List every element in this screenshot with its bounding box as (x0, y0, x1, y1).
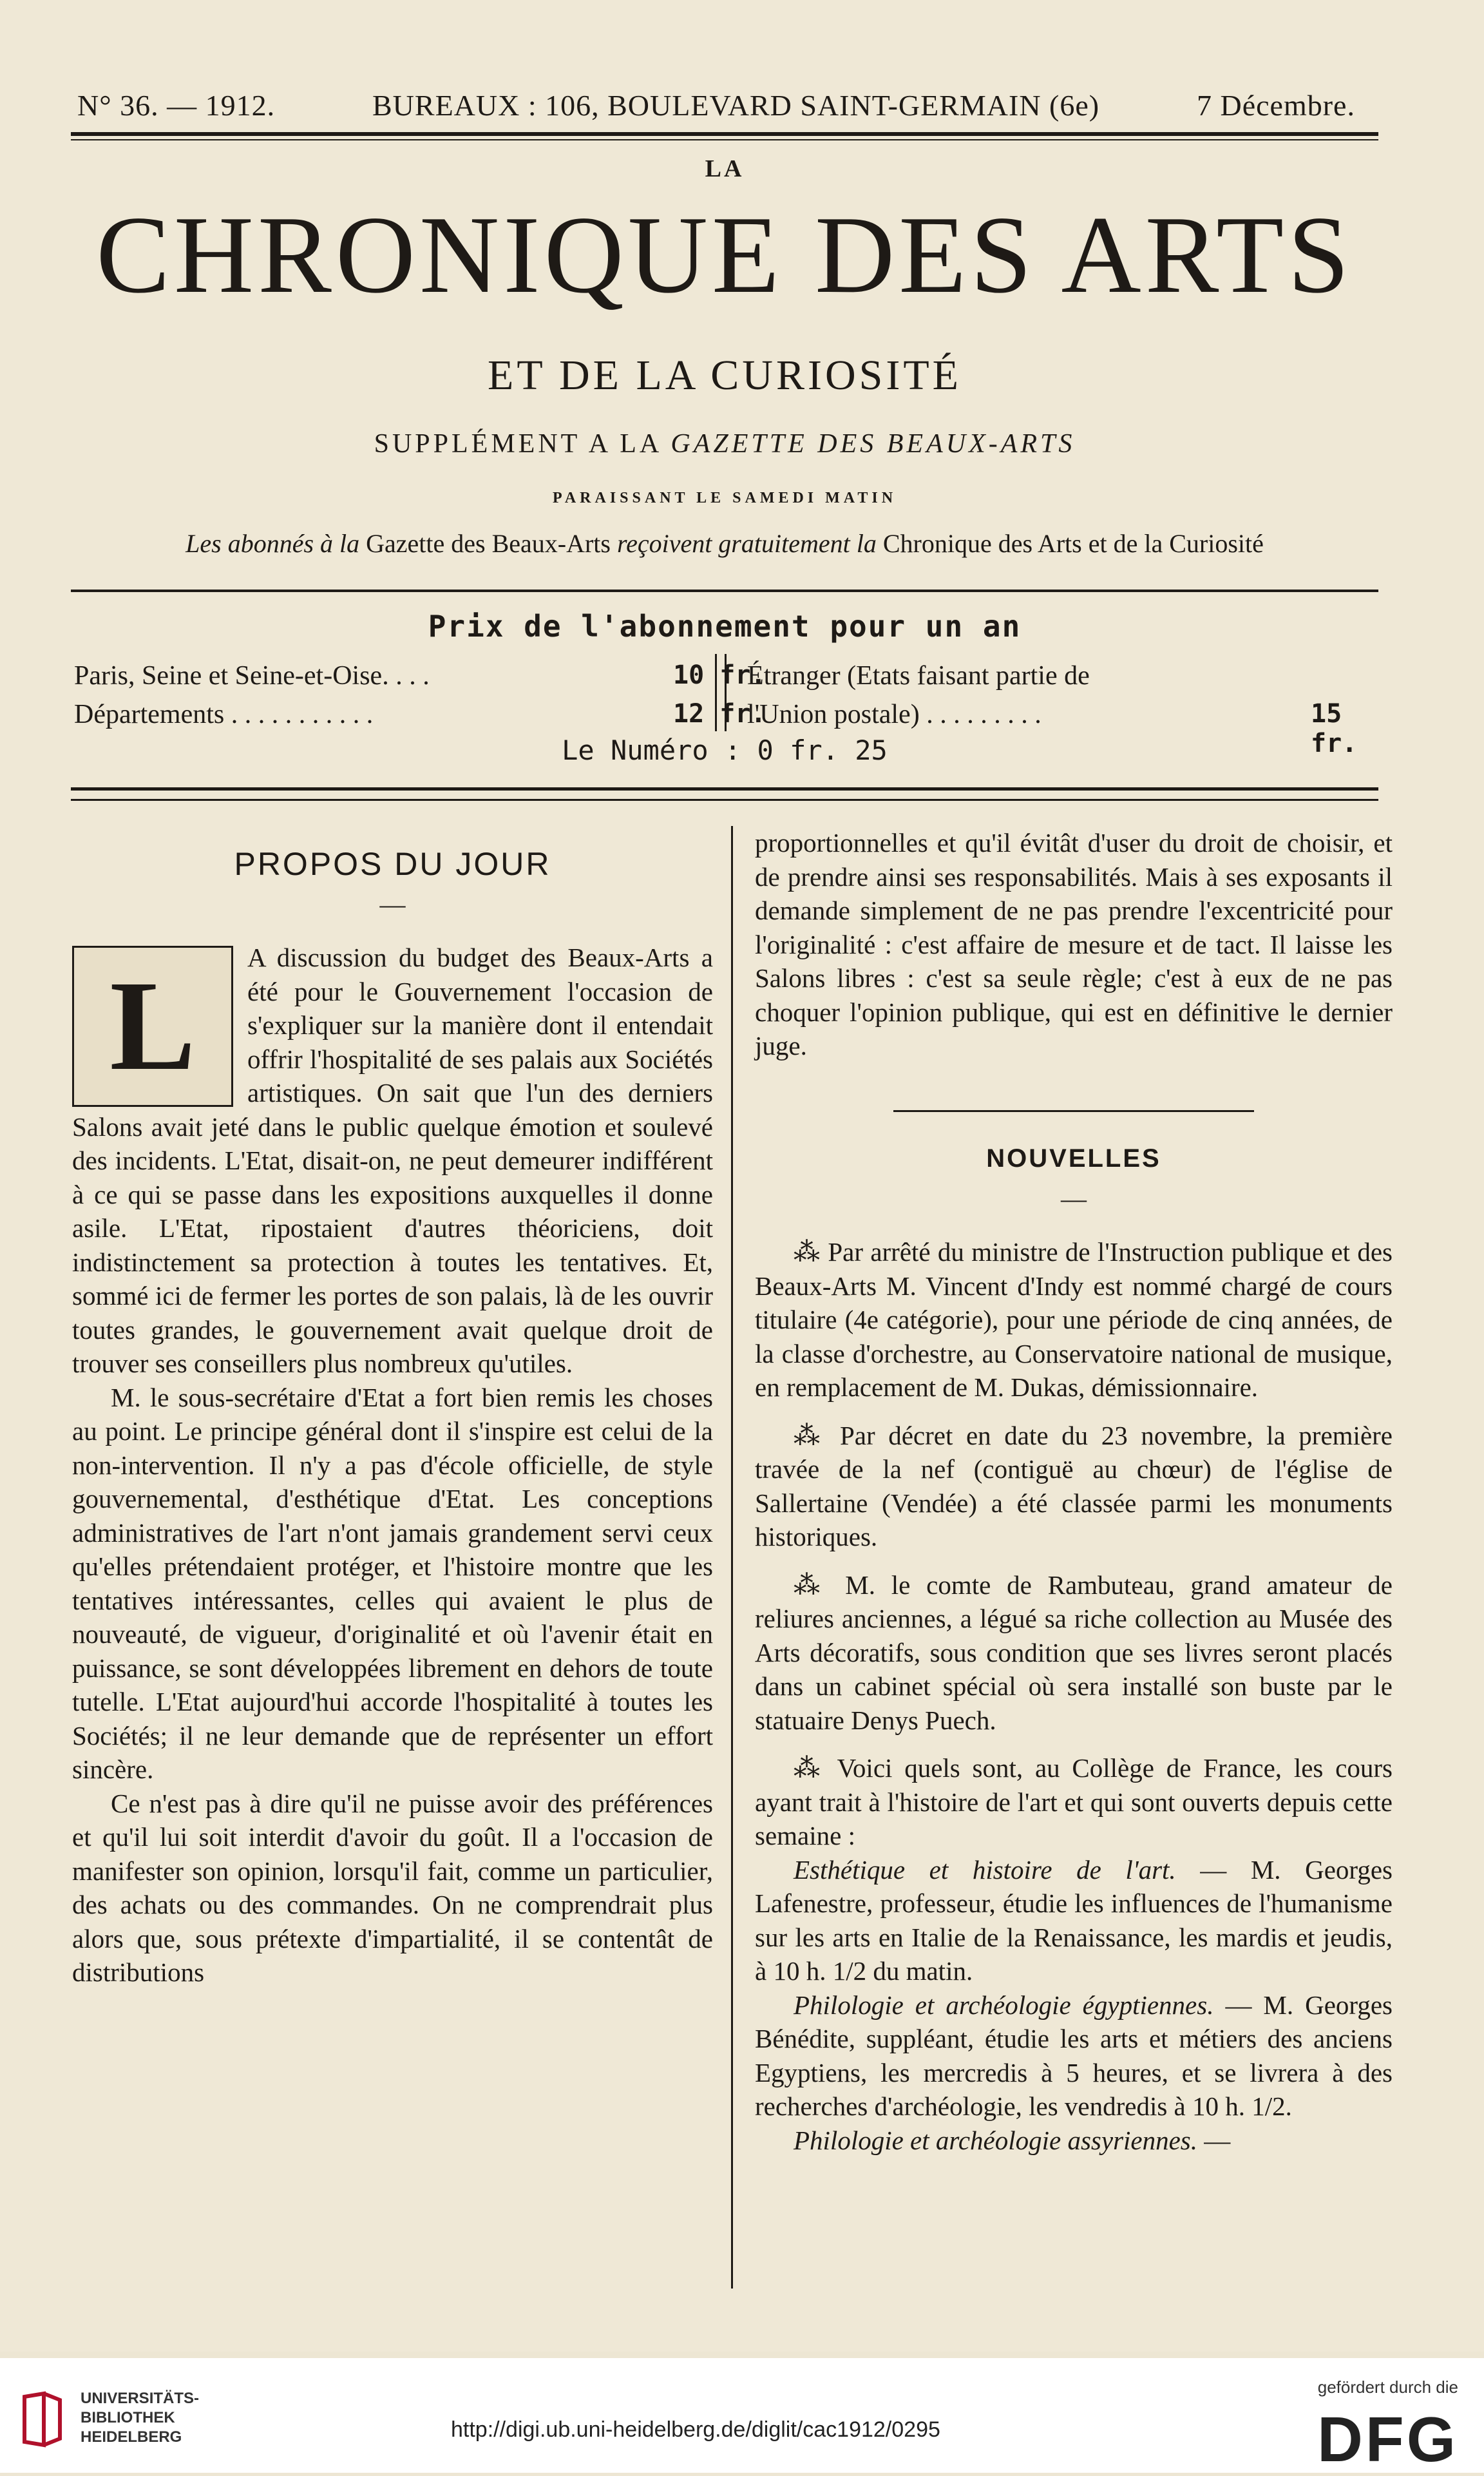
etranger-label-1: Étranger (Etats faisant partie de (747, 661, 1090, 691)
abonnes-part-2: Gazette des Beaux-Arts (366, 529, 611, 558)
masthead-la: LA (705, 155, 745, 182)
nouvelles-dash: — (1061, 1184, 1087, 1213)
supplement-line (71, 428, 1378, 459)
course-assyrie-text: — (1197, 2125, 1231, 2155)
numero-price: Le Numéro : 0 fr. 25 (562, 734, 888, 766)
masthead-title: CHRONIQUE DES ARTS (96, 194, 1353, 316)
course-esthetique-text: — M. Georges Lafenestre, professeur, étudie les influences de l'humanisme sur les arts en Italie de la Renaissance, les mardis et jeudis, à 10 h. 1/2 du matin. (755, 1854, 1393, 1986)
section-title-propos: PROPOS DU JOUR (234, 846, 551, 882)
university-library-logo-icon (18, 2390, 63, 2448)
library-name (81, 2389, 199, 2447)
right-column (755, 826, 1393, 2157)
etranger-label-2: l'Union postale) . . . . . . . . . (747, 700, 1042, 729)
course-assyrie (755, 2124, 1393, 2158)
news-item-1: ⁂ Par arrêté du ministre de l'Instruction publique et des Beaux-Arts M. Vincent d'Indy est nommé chargé de cours titulaire (4e catégorie), pour une période de cinq années, de la classe d'orchestre, au Conservatoire national de musique, en remplacement de M. Dukas, démissionnaire. (755, 1237, 1393, 1402)
library-name-line-2: BIBLIOTHEK (81, 2409, 175, 2426)
header-rule-thick (71, 132, 1378, 136)
dfg-logo: DFG (1317, 2404, 1458, 2475)
issue-number: N° 36. — 1912. (77, 89, 276, 122)
paris-price: 10 fr. (673, 660, 766, 690)
abonnes-part-4: Chronique des Arts et de la Curiosité (882, 529, 1264, 558)
course-esthetique (755, 1853, 1393, 1988)
parution-line: PARAISSANT LE SAMEDI MATIN (552, 490, 897, 506)
abonnes-line (71, 528, 1378, 559)
body-rule-thin (71, 799, 1378, 801)
news-item-4: ⁂ Voici quels sont, au Collège de France, les cours ayant trait à l'histoire de l'art et qui sont ouverts depuis cette semaine : (755, 1753, 1393, 1850)
propos-paragraph-3: Ce n'est pas à dire qu'il ne puisse avoir des préférences et qu'il lui soit interdit d'avoir du goût. Il a l'occasion de manifester son opinion, lorsqu'il fait, comme un particulier, des achats ou des commandes. On ne comprendrait plus alors que, sous prétexte d'impartialité, il se contentât de distributions (72, 1788, 713, 1987)
footer-bar (0, 2358, 1484, 2473)
supplement-prefix: SUPPLÉMENT A LA (374, 429, 661, 459)
propos-paragraph-2: M. le sous-secrétaire d'Etat a fort bien remis les choses au point. Le principe général dont il s'inspire est celui de la non-intervention. Il n'y a pas d'école officielle, de style gouvernemental, d'esthétique d'Etat. Les conceptions administratives de l'art n'ont jamais grandement servi ceux qu'elles prétendaient protéger, et l'histoire montre que les tentatives intéressantes, celles qui avaient le plus de nouveauté, de vigueur, d'originalité et où l'avenir était en puissance, se sont développées librement en dehors de toute tutelle. L'Etat aujourd'hui accorde l'hospitalité à toutes les Sociétés; il ne leur demande que de représenter un effort sincère. (72, 1382, 713, 1784)
paris-label: Paris, Seine et Seine-et-Oise. . . . (74, 661, 430, 691)
course-assyrie-title: Philologie et archéologie assyriennes. (794, 2125, 1198, 2155)
course-egypte-text: — M. Georges Bénédite, suppléant, étudie les arts et métiers des anciens Egyptiens, les mercredis à 5 heures, et se livrera à des recherches d'archéologie, les vendredis à 10 h. 1/2. (755, 1990, 1393, 2121)
section-dash: — (379, 889, 406, 919)
body-rule-thick (71, 787, 1378, 791)
masthead-subtitle: ET DE LA CURIOSITÉ (488, 352, 962, 399)
course-egypte-title: Philologie et archéologie égyptiennes. (794, 1990, 1214, 2020)
news-item-2: ⁂ Par décret en date du 23 novembre, la première travée de la nef (contiguë au chœur) de l'église de Sallertaine (Vendée) a été classée parmi les monuments historiques. (755, 1420, 1393, 1551)
dept-label: Départements . . . . . . . . . . . (74, 700, 374, 729)
abonnes-part-3: reçoivent gratuitement la (616, 529, 877, 558)
column-divider (731, 826, 733, 2289)
source-url-link[interactable]: http://digi.ub.uni-heidelberg.de/diglit/cac1912/0295 (451, 2417, 940, 2442)
header-line (77, 84, 1355, 122)
ornament-divider (755, 1088, 1393, 1122)
header-rule-thin (71, 139, 1378, 140)
subscription-title: Prix de l'abonnement pour un an (428, 609, 1022, 644)
etranger-price: 15 fr. (1311, 699, 1358, 758)
propos-paragraph-1: A discussion du budget des Beaux-Arts a été pour le Gouvernement l'occasion de s'expliquer sur la manière dont il entendait offrir l'hospitalité de ses palais aux Sociétés artistiques. On sait que l'un des derniers Salons avait jeté dans le public quelque émotion et soulevé des incidents. L'Etat, disait-on, ne peut demeurer indifférent à ce qui se passe dans les expositions auxquelles il donne asile. L'Etat, ripostaient d'autres théoriciens, doit indistinctement sa protection à toutes les tentatives. Et, sommé ici de fermer les portes de son palais, là de les ouvrir toutes grandes, le gouvernement avait quelque droit de trouver ses conseillers plus nombreux qu'utiles. (72, 943, 713, 1378)
funded-by-text: gefördert durch die (1317, 2377, 1458, 2397)
abonnes-part-1: Les abonnés à la (186, 529, 360, 558)
subscription-row-1 (74, 660, 1382, 699)
course-esthetique-title: Esthétique et histoire de l'art. (794, 1854, 1176, 1885)
masthead-rule (71, 590, 1378, 592)
drop-cap-ornament: L (72, 946, 233, 1107)
left-column (72, 838, 713, 1990)
bureaux-address: BUREAUX : 106, BOULEVARD SAINT-GERMAIN (6e) (372, 89, 1100, 122)
course-egypte (755, 1988, 1393, 2124)
supplement-journal: GAZETTE DES BEAUX-ARTS (671, 429, 1076, 459)
ornament-line (893, 1110, 1254, 1112)
section-title-nouvelles: NOUVELLES (986, 1144, 1161, 1173)
library-name-line-3: HEIDELBERG (81, 2428, 182, 2446)
subscription-separator (715, 654, 727, 731)
library-name-line-1: UNIVERSITÄTS- (81, 2390, 200, 2407)
news-item-3: ⁂ M. le comte de Rambuteau, grand amateur de reliures anciennes, a légué sa riche collection au Musée des Arts décoratifs, sous condition que ses livres seront placés dans un cabinet spécial où sera installé son buste par le statuaire Denys Puech. (755, 1569, 1393, 1735)
propos-continuation: proportionnelles et qu'il évitât d'user du droit de choisir, et de prendre ainsi ses responsabilités. Mais à ses exposants il demande simplement de ne pas prendre l'excentricité pour l'originalité : c'est affaire de mesure et de tact. Il laisse les Salons libres : c'est sa seule règle; c'est à eux de ne pas choquer l'opinion publique, qui est en définitive le dernier juge. (755, 828, 1393, 1060)
issue-date: 7 Décembre. (1196, 89, 1355, 122)
dept-price: 12 fr. (673, 699, 766, 729)
